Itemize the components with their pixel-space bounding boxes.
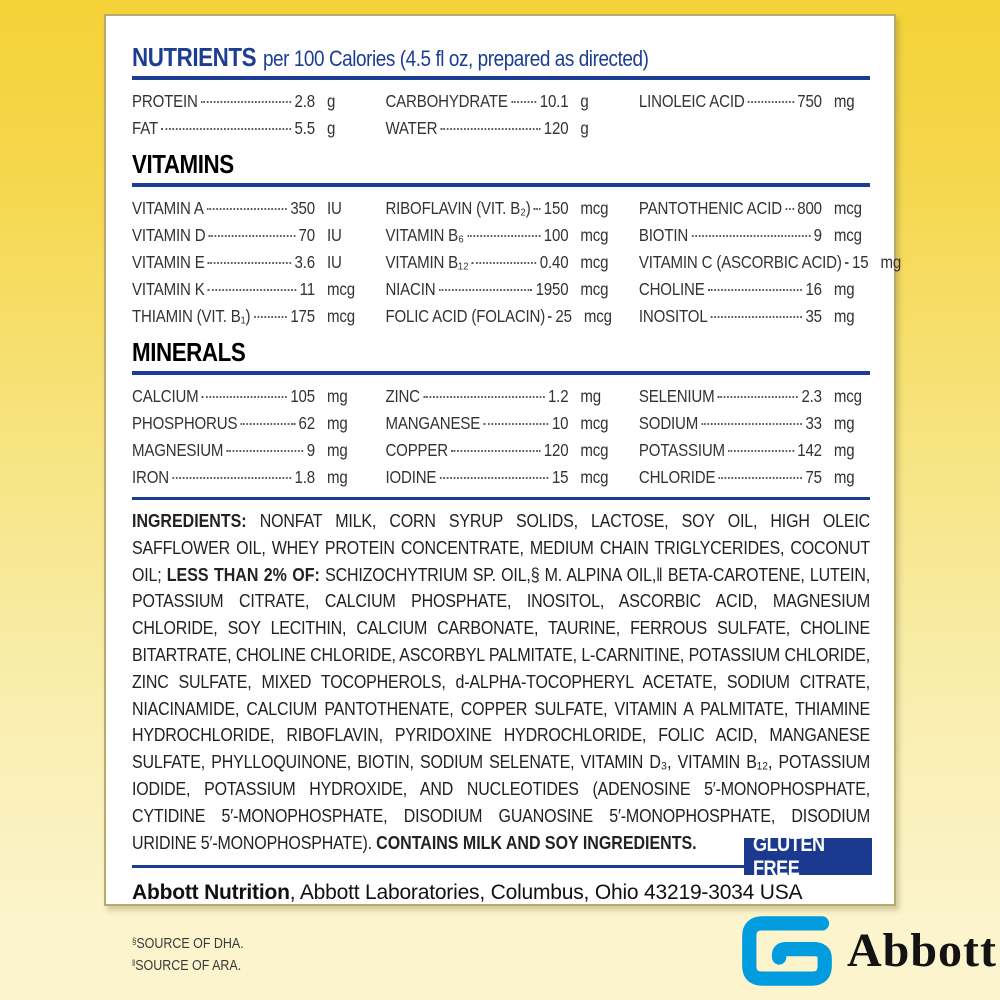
nutrient-unit: mcg: [326, 279, 355, 299]
nutrient-unit: g: [326, 91, 336, 111]
divider-rule: [132, 76, 870, 80]
nutrient-row: [385, 249, 616, 276]
dot-leader: [208, 289, 296, 291]
nutrient-row: [639, 195, 870, 222]
nutrient-unit: mg: [326, 467, 348, 487]
nutrient-row: [639, 383, 870, 410]
nutrient-row: [639, 276, 870, 303]
dot-leader: [423, 396, 544, 398]
footnote-ara-text: SOURCE OF ARA.: [135, 958, 242, 975]
dot-leader: [785, 208, 793, 210]
nutrient-row: [132, 249, 363, 276]
nutrient-name: WATER: [385, 118, 438, 138]
nutrient-unit: mcg: [580, 279, 609, 299]
nutrient-name: VITAMIN A: [132, 198, 204, 218]
nutrients-header: [132, 42, 870, 73]
nutrient-row: [385, 303, 616, 330]
dot-leader: [207, 208, 287, 210]
nutrient-row: [639, 410, 870, 437]
nutrient-row: [639, 464, 870, 491]
dot-leader: [227, 450, 304, 452]
gluten-free-badge: [744, 832, 872, 880]
nutrient-unit: g: [580, 91, 589, 111]
nutrient-name: FOLIC ACID (FOLACIN): [385, 306, 546, 326]
nutrient-name: NIACIN: [385, 279, 436, 299]
nutrient-row: [385, 222, 616, 249]
divider-rule: [132, 183, 870, 187]
ingredients-text-2: SCHIZOCHYTRIUM SP. OIL,§ M. ALPINA OIL,‖ BETA-CAROTENE, LUTEIN, POTASSIUM CITRATE, CALCIUM PHOSPHATE, INOSITOL, ASCORBIC ACID, MAGNESIUM CHLORIDE, SOY LECITHIN, CALCIUM CARBONATE, TAURINE, FERROUS SULFATE, CHOLINE BITARTRATE, CHOLINE CHLORIDE, ASCORBYL PALMITATE, L-CARNITINE, POTASSIUM CHLORIDE, ZINC SULFATE, MIXED TOCOPHEROLS, d-ALPHA-TOCOPHERYL ACETATE, SODIUM CITRATE, NIACINAMIDE, CALCIUM PANTOTHENATE, COPPER SULFATE, VITAMIN A PALMITATE, THIAMINE HYDROCHLORIDE, RIBOFLAVIN, PYRIDOXINE HYDROCHLORIDE, FOLIC ACID, MANGANESE SULFATE, PHYLLOQUINONE, BIOTIN, SODIUM SELENATE, VITAMIN D₃, VITAMIN B₁₂, POTASSIUM IODIDE, POTASSIUM HYDROXIDE, AND NUCLEOTIDES (ADENOSINE 5′-MONOPHOSPHATE, CYTIDINE 5′-MONOPHOSPHATE, DISODIUM GUANOSINE 5′-MONOPHOSPHATE, DISODIUM URIDINE 5′-MONOPHOSPHATE).: [132, 563, 871, 853]
footnote-dha-text: SOURCE OF DHA.: [136, 936, 244, 953]
nutrient-name: ZINC: [385, 386, 420, 406]
nutrient-value: 35: [805, 306, 822, 326]
nutrient-unit: mcg: [580, 225, 609, 245]
double-bar-mark: ‖: [132, 958, 136, 969]
nutrient-value: 33: [805, 413, 822, 433]
dot-leader: [711, 316, 802, 318]
nutrient-value: 9: [813, 225, 822, 245]
nutrient-value: 1950: [535, 279, 569, 299]
nutrient-value: 10: [551, 413, 569, 433]
dot-leader: [440, 477, 549, 479]
nutrients-title: NUTRIENTS: [132, 42, 257, 72]
nutrient-unit: mcg: [833, 225, 862, 245]
less-than-2pct-label: LESS THAN 2% OF:: [166, 563, 320, 585]
nutrient-row: [385, 464, 616, 491]
nutrient-row: [132, 276, 363, 303]
minerals-title: MINERALS: [132, 337, 246, 367]
nutrients-subtitle: per 100 Calories (4.5 fl oz, prepared as directed): [262, 46, 649, 71]
nutrients-section: [132, 88, 870, 142]
nutrient-unit: mg: [833, 440, 855, 460]
manufacturer-line: [132, 881, 870, 905]
nutrition-label-panel: [104, 14, 902, 975]
nutrient-row: [639, 88, 870, 115]
minerals-header: [132, 337, 870, 368]
column: [385, 195, 616, 330]
nutrient-value: 100: [543, 225, 569, 245]
nutrient-name: VITAMIN E: [132, 252, 205, 272]
nutrient-unit: mg: [326, 413, 348, 433]
nutrient-name: VITAMIN B₁₂: [385, 252, 469, 272]
nutrient-name: PANTOTHENIC ACID: [638, 198, 782, 218]
nutrient-name: FAT: [132, 118, 158, 138]
nutrient-name: VITAMIN B₆: [385, 225, 464, 245]
vitamins-header: [132, 149, 870, 180]
divider-rule: [132, 371, 870, 375]
nutrient-unit: IU: [326, 225, 342, 245]
nutrient-name: PHOSPHORUS: [132, 413, 238, 433]
nutrient-unit: mcg: [580, 440, 609, 460]
nutrient-value: 175: [290, 306, 315, 326]
nutrient-row: [638, 249, 902, 276]
nutrient-value: 25: [555, 306, 572, 326]
nutrient-unit: g: [326, 118, 336, 138]
nutrient-unit: mcg: [833, 198, 862, 218]
nutrient-value: 120: [543, 440, 569, 460]
ingredients-paragraph: [132, 508, 870, 856]
nutrient-row: [639, 222, 870, 249]
nutrient-row: [385, 276, 616, 303]
nutrient-row: [132, 383, 363, 410]
nutrient-value: 3.6: [294, 252, 315, 272]
nutrient-row: [639, 437, 870, 464]
nutrient-value: 2.8: [294, 91, 315, 111]
nutrient-name: CALCIUM: [132, 386, 199, 406]
nutrient-value: 142: [797, 440, 822, 460]
dot-leader: [511, 101, 536, 103]
nutrient-unit: mg: [880, 252, 902, 272]
column: [639, 88, 870, 142]
nutrient-unit: mcg: [580, 413, 609, 433]
nutrient-value: 1.2: [547, 386, 569, 406]
column: [132, 195, 363, 330]
nutrient-unit: mg: [580, 386, 602, 406]
column: [385, 88, 616, 142]
nutrient-name: CARBOHYDRATE: [385, 91, 508, 111]
nutrient-value: 70: [298, 225, 315, 245]
nutrient-value: 11: [299, 279, 315, 299]
nutrient-unit: g: [580, 118, 589, 138]
nutrient-row: [385, 88, 616, 115]
nutrient-name: POTASSIUM: [638, 440, 725, 460]
nutrient-value: 2.3: [801, 386, 822, 406]
nutrient-name: VITAMIN D: [132, 225, 206, 245]
column: [132, 88, 363, 142]
dot-leader: [845, 262, 848, 264]
column: [385, 383, 616, 491]
dot-leader: [467, 235, 540, 237]
nutrient-row: [132, 222, 363, 249]
nutrient-unit: mcg: [580, 252, 609, 272]
section-mark: §: [132, 936, 137, 947]
nutrient-row: [132, 115, 363, 142]
nutrient-row: [132, 437, 363, 464]
dot-leader: [534, 208, 540, 210]
nutrient-value: 75: [805, 467, 822, 487]
dot-leader: [484, 423, 549, 425]
nutrient-name: BIOTIN: [638, 225, 689, 245]
nutrient-row: [132, 88, 363, 115]
nutrient-name: IODINE: [385, 467, 437, 487]
nutrient-value: 10.1: [539, 91, 569, 111]
column: [132, 383, 363, 491]
ingredients-label: INGREDIENTS:: [132, 510, 247, 531]
nutrient-row: [385, 437, 616, 464]
dot-leader: [708, 289, 802, 291]
nutrient-name: THIAMIN (VIT. B₁): [132, 306, 251, 326]
dot-leader: [172, 477, 291, 479]
minerals-section: [132, 383, 870, 491]
manufacturer-name: Abbott Nutrition: [132, 881, 290, 905]
nutrient-name: MAGNESIUM: [132, 440, 224, 460]
nutrient-unit: mg: [326, 386, 348, 406]
nutrient-row: [385, 115, 616, 142]
nutrient-name: SELENIUM: [638, 386, 715, 406]
nutrient-name: CHOLINE: [638, 279, 705, 299]
nutrient-value: 120: [543, 118, 569, 138]
vitamins-title: VITAMINS: [132, 149, 234, 179]
nutrient-value: 105: [290, 386, 315, 406]
nutrient-unit: mg: [326, 440, 348, 460]
nutrient-row: [639, 303, 870, 330]
nutrient-row: [132, 464, 363, 491]
dot-leader: [472, 262, 536, 264]
dot-leader: [201, 101, 291, 103]
nutrient-unit: mg: [833, 413, 855, 433]
column: [638, 195, 902, 330]
nutrient-unit: IU: [326, 198, 342, 218]
nutrient-row: [132, 195, 363, 222]
dot-leader: [439, 289, 532, 291]
nutrient-name: CHLORIDE: [638, 467, 716, 487]
nutrient-value: 15: [852, 252, 869, 272]
nutrient-unit: mcg: [580, 467, 609, 487]
dot-leader: [728, 450, 793, 452]
nutrient-value: 9: [306, 440, 315, 460]
column: [639, 383, 870, 491]
nutrient-value: 62: [298, 413, 315, 433]
nutrient-unit: IU: [326, 252, 342, 272]
ingredients-text-1: NONFAT MILK, CORN SYRUP SOLIDS, LACTOSE, SOY OIL, HIGH OLEIC SAFFLOWER OIL, WHEY PROTEIN CONCENTRATE, MEDIUM CHAIN TRIGLYCERIDES, COCONUT OIL;: [132, 510, 871, 585]
abbott-logo: [741, 913, 997, 989]
nutrient-name: VITAMIN K: [132, 279, 205, 299]
dot-leader: [209, 235, 295, 237]
dot-leader: [451, 450, 540, 452]
dot-leader: [549, 316, 552, 318]
divider-rule: [132, 497, 870, 500]
nutrient-value: 5.5: [294, 118, 315, 138]
abbott-a-icon: [741, 913, 833, 989]
nutrient-name: IRON: [132, 467, 169, 487]
abbott-wordmark: Abbott: [847, 924, 998, 977]
dot-leader: [702, 423, 802, 425]
nutrient-unit: mcg: [326, 306, 355, 326]
dot-leader: [208, 262, 291, 264]
nutrient-value: 800: [797, 198, 822, 218]
nutrient-name: SODIUM: [638, 413, 699, 433]
nutrient-value: 1.8: [294, 467, 315, 487]
allergen-statement: CONTAINS MILK AND SOY INGREDIENTS.: [376, 831, 697, 853]
nutrient-row: [385, 410, 616, 437]
dot-leader: [719, 477, 802, 479]
nutrient-value: 750: [797, 91, 822, 111]
nutrient-row: [385, 383, 616, 410]
nutrient-name: PROTEIN: [132, 91, 198, 111]
dot-leader: [441, 128, 541, 130]
nutrient-unit: mcg: [580, 198, 609, 218]
nutrient-value: 150: [543, 198, 569, 218]
nutrient-name: VITAMIN C (ASCORBIC ACID): [638, 252, 842, 272]
gluten-free-label: GLUTEN FREE: [752, 832, 825, 880]
nutrient-name: RIBOFLAVIN (VIT. B₂): [385, 198, 531, 218]
dot-leader: [202, 396, 287, 398]
nutrient-unit: mcg: [833, 386, 862, 406]
dot-leader: [748, 101, 794, 103]
dot-leader: [241, 423, 295, 425]
nutrient-row: [132, 410, 363, 437]
dot-leader: [718, 396, 798, 398]
nutrient-unit: mg: [833, 306, 855, 326]
nutrient-value: 16: [805, 279, 822, 299]
dot-leader: [254, 316, 287, 318]
nutrient-row: [132, 303, 363, 330]
nutrient-unit: mg: [833, 91, 855, 111]
manufacturer-address: , Abbott Laboratories, Columbus, Ohio 43219-3034 USA: [289, 881, 803, 905]
nutrient-unit: mg: [833, 467, 855, 487]
vitamins-section: [132, 195, 902, 330]
dot-leader: [161, 128, 291, 130]
dot-leader: [691, 235, 810, 237]
nutrient-row: [385, 195, 616, 222]
nutrient-name: LINOLEIC ACID: [638, 91, 745, 111]
nutrient-unit: mg: [833, 279, 855, 299]
nutrient-name: INOSITOL: [638, 306, 708, 326]
nutrient-value: 0.40: [539, 252, 569, 272]
nutrient-name: COPPER: [385, 440, 448, 460]
nutrient-value: 350: [290, 198, 315, 218]
nutrient-unit: mcg: [583, 306, 612, 326]
nutrient-value: 15: [551, 467, 569, 487]
nutrient-name: MANGANESE: [385, 413, 481, 433]
